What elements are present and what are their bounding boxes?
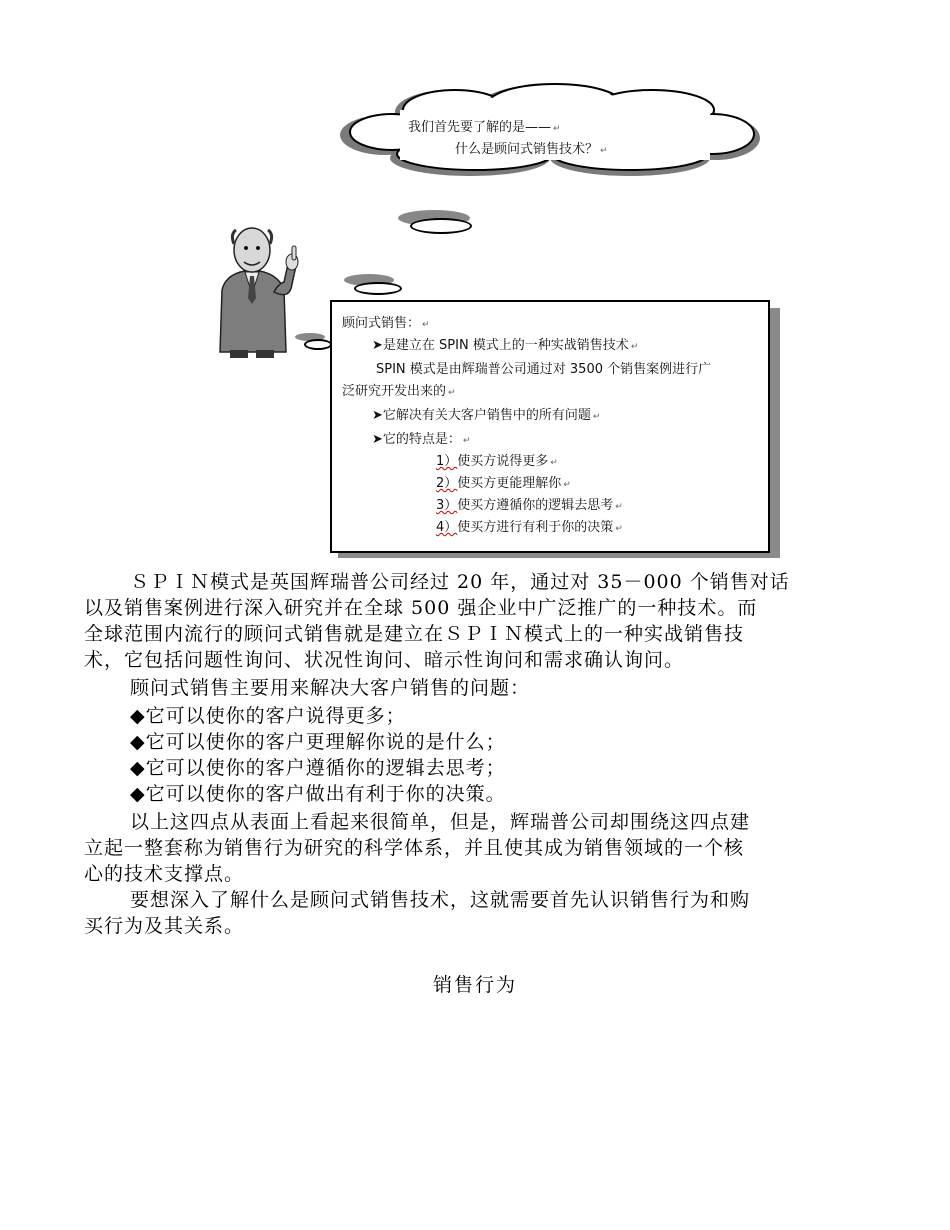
box-point-2: ➤它解决有关大客户销售中的所有问题 ↵ — [372, 408, 601, 423]
bullet-item: ◆它可以使你的客户说得更多； — [130, 705, 406, 727]
thought-oval-medium — [354, 282, 402, 295]
paragraph-line: 心的技术支撑点。 — [84, 863, 245, 885]
businessman-illustration — [212, 220, 302, 360]
feature-item: 2）使买方更能理解你 ↵ — [436, 476, 571, 491]
section-heading: 销售行为 — [432, 974, 517, 996]
box-note-line-1: SPIN 模式是由辉瑞普公司通过对 3500 个销售案例进行广 — [376, 362, 712, 377]
bullet-item: ◆它可以使你的客户做出有利于你的决策。 — [130, 783, 506, 805]
box-point-1: ➤是建立在 SPIN 模式上的一种实战销售技术 ↵ — [372, 338, 639, 353]
box-point-3: ➤它的特点是： ↵ — [372, 432, 471, 447]
box-title: 顾问式销售： ↵ — [342, 316, 430, 331]
feature-item: 1）使买方说得更多 ↵ — [436, 454, 558, 469]
cloud-line-1: 我们首先要了解的是—— ↵ — [408, 120, 561, 135]
paragraph-line: 要想深入了解什么是顾问式销售技术，这就需要首先认识销售行为和购 — [130, 889, 751, 911]
paragraph-line: 立起一整套称为销售行为研究的科学体系，并且使其成为销售领域的一个核 — [84, 837, 745, 859]
bullet-item: ◆它可以使你的客户更理解你说的是什么； — [130, 731, 506, 753]
thought-oval-large — [410, 218, 472, 234]
paragraph-line: 顾问式销售主要用来解决大客户销售的问题： — [130, 677, 531, 699]
feature-item: 3）使买方遵循你的逻辑去思考 ↵ — [436, 498, 623, 513]
paragraph-line: 全球范围内流行的顾问式销售就是建立在ＳＰＩＮ模式上的一种实战销售技 — [84, 623, 745, 645]
paragraph-line: 术，它包括问题性询问、状况性询问、暗示性询问和需求确认询问。 — [84, 649, 685, 671]
paragraph-line: 以及销售案例进行深入研究并在全球 500 强企业中广泛推广的一种技术。而 — [84, 597, 758, 619]
paragraph-line: 以上这四点从表面上看起来很简单，但是，辉瑞普公司却围绕这四点建 — [130, 811, 751, 833]
paragraph-line: ＳＰＩＮ模式是英国辉瑞普公司经过 20 年，通过对 35－000 个销售对话 — [130, 571, 790, 593]
box-note-line-2: 泛研究开发出来的 ↵ — [342, 384, 456, 399]
bullet-item: ◆它可以使你的客户遵循你的逻辑去思考； — [130, 757, 506, 779]
consultative-selling-box — [330, 300, 770, 553]
paragraph-line: 买行为及其关系。 — [84, 915, 245, 937]
feature-item: 4）使买方进行有利于你的决策 ↵ — [436, 520, 623, 535]
cloud-line-2: 什么是顾问式销售技术？ ↵ — [455, 142, 608, 157]
thought-oval-small — [304, 339, 332, 350]
